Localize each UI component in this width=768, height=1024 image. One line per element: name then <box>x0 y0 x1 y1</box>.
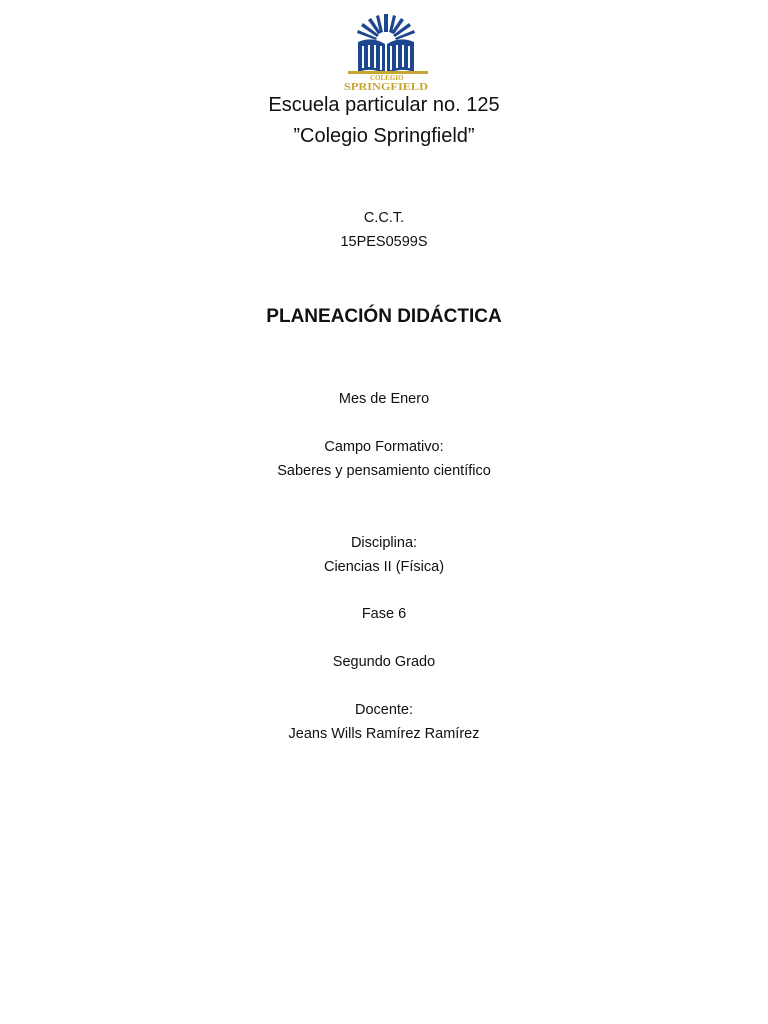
docente-value: Jeans Wills Ramírez Ramírez <box>288 726 480 742</box>
logo-label-top: COLEGIO <box>370 74 404 82</box>
campo-label: Campo Formativo: <box>324 439 444 455</box>
disciplina-label: Disciplina: <box>350 535 418 551</box>
docente-label: Docente: <box>354 702 414 718</box>
fase-text: Fase 6 <box>361 606 407 622</box>
open-book-logo-icon <box>340 12 432 92</box>
school-name: Escuela particular no. 125 <box>268 94 500 116</box>
disciplina-value: Ciencias II (Física) <box>323 559 445 575</box>
campo-value: Saberes y pensamiento científico <box>277 463 491 479</box>
cct-code: 15PES0599S <box>340 234 428 250</box>
logo-label-main: SPRINGFIELD <box>344 81 429 92</box>
college-name: ”Colegio Springfield” <box>293 125 475 147</box>
cct-label: C.C.T. <box>363 210 405 226</box>
school-logo <box>340 12 432 92</box>
month-text: Mes de Enero <box>338 391 430 407</box>
document-title: PLANEACIÓN DIDÁCTICA <box>266 306 502 327</box>
grado-text: Segundo Grado <box>332 654 436 670</box>
